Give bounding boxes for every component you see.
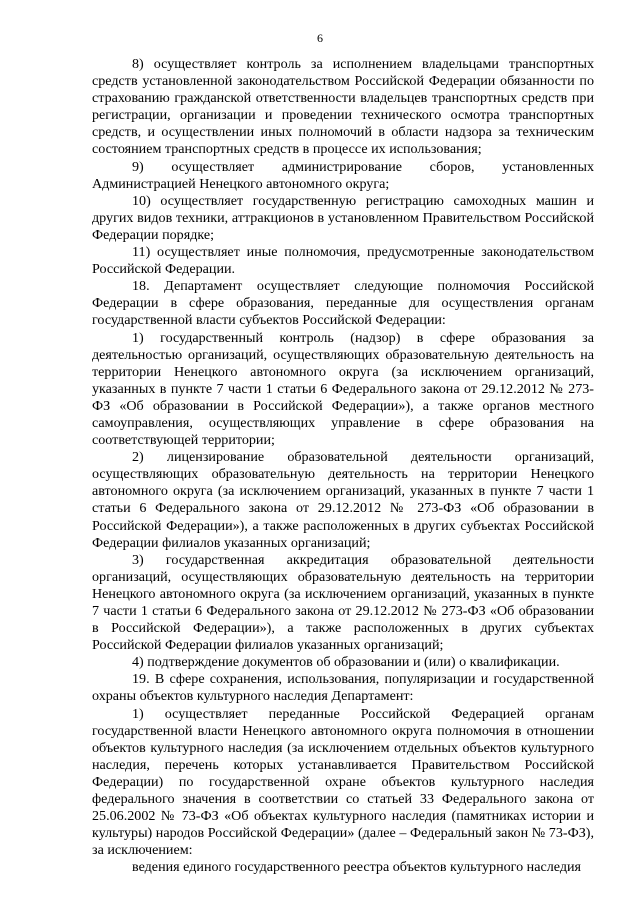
paragraph-18-item-4: 4) подтверждение документов об образовании и (или) о квалификации. <box>132 654 560 671</box>
paragraph-18-item-3: 3) государственная аккредитация образовательной деятельности организаций, осуществляющих образовательную деятельность на территории Ненецкого автономного округа (за исключением организаций, указанных в пункте 7 части 1 статьи 6 Федерального закона от 29.12.2012 № 273-ФЗ «Об образовании в Российской Федерации»), а также расположенных в других субъектах Российской Федерации филиалов указанных организаций; <box>92 551 594 654</box>
paragraph-item-9: 9) осуществляет администрирование сборов, установленных Администрацией Ненецкого автономного округа; <box>92 158 594 192</box>
paragraph-item-10: 10) осуществляет государственную регистрацию самоходных машин и других видов техники, аттракционов в установленном Правительством Российской Федерации порядке; <box>92 192 594 243</box>
paragraph-item-11: 11) осуществляет иные полномочия, предусмотренные законодательством Российской Федерации. <box>92 244 594 278</box>
document-body <box>92 56 594 877</box>
paragraph-item-8: 8) осуществляет контроль за исполнением владельцами транспортных средств установленной законодательством Российской Федерации обязанности по страхованию гражданской ответственности владельцев транспортных средств при регистрации, организации и проведении технического осмотра транспортных средств, и осуществлении иных полномочий в области надзора за техническим состоянием транспортных средств в процессе их использования; <box>92 56 594 158</box>
paragraph-18-item-2: 2) лицензирование образовательной деятельности организаций, осуществляющих образовательную деятельность на территории Ненецкого автономного округа (за исключением организаций, указанных в пункте 7 части 1 статьи 6 Федерального закона от 29.12.2012 № 273-ФЗ «Об образовании в Российской Федерации»), а также расположенных в других субъектах Российской Федерации филиалов указанных организаций; <box>92 449 594 551</box>
paragraph-section-18: 18. Департамент осуществляет следующие полномочия Российской Федерации в сфере образования, переданные для осуществления органам государственной власти субъектов Российской Федерации: <box>92 278 594 329</box>
paragraph-section-19: 19. В сфере сохранения, использования, популяризации и государственной охраны объектов культурного наследия Департамент: <box>92 671 594 705</box>
paragraph-19-item-1: 1) осуществляет переданные Российской Федерацией органам государственной власти Ненецкого автономного округа полномочия в отношении объектов культурного наследия (за исключением отдельных объектов культурного наследия, перечень которых устанавливается Правительством Российской Федерации) по государственной охране объектов культурного наследия федерального значения в соответствии со статьей 33 Федерального закона от 25.06.2002 № 73-ФЗ «Об объектах культурного наследия (памятниках истории и культуры) народов Российской Федерации» (далее – Федеральный закон № 73-ФЗ), за исключением: <box>92 705 594 859</box>
paragraph-19-subitem: ведения единого государственного реестра объектов культурного наследия <box>132 859 582 876</box>
page-number: 6 <box>317 31 323 45</box>
paragraph-18-item-1: 1) государственный контроль (надзор) в сфере образования за деятельностью организаций, осуществляющих образовательную деятельность на территории Ненецкого автономного округа (за исключением организаций, указанных в пункте 7 части 1 статьи 6 Федерального закона от 29.12.2012 № 273-ФЗ «Об образовании в Российской Федерации»), а также органов местного самоуправления, осуществляющих управление в сфере образования на соответствующей территории; <box>92 329 594 449</box>
